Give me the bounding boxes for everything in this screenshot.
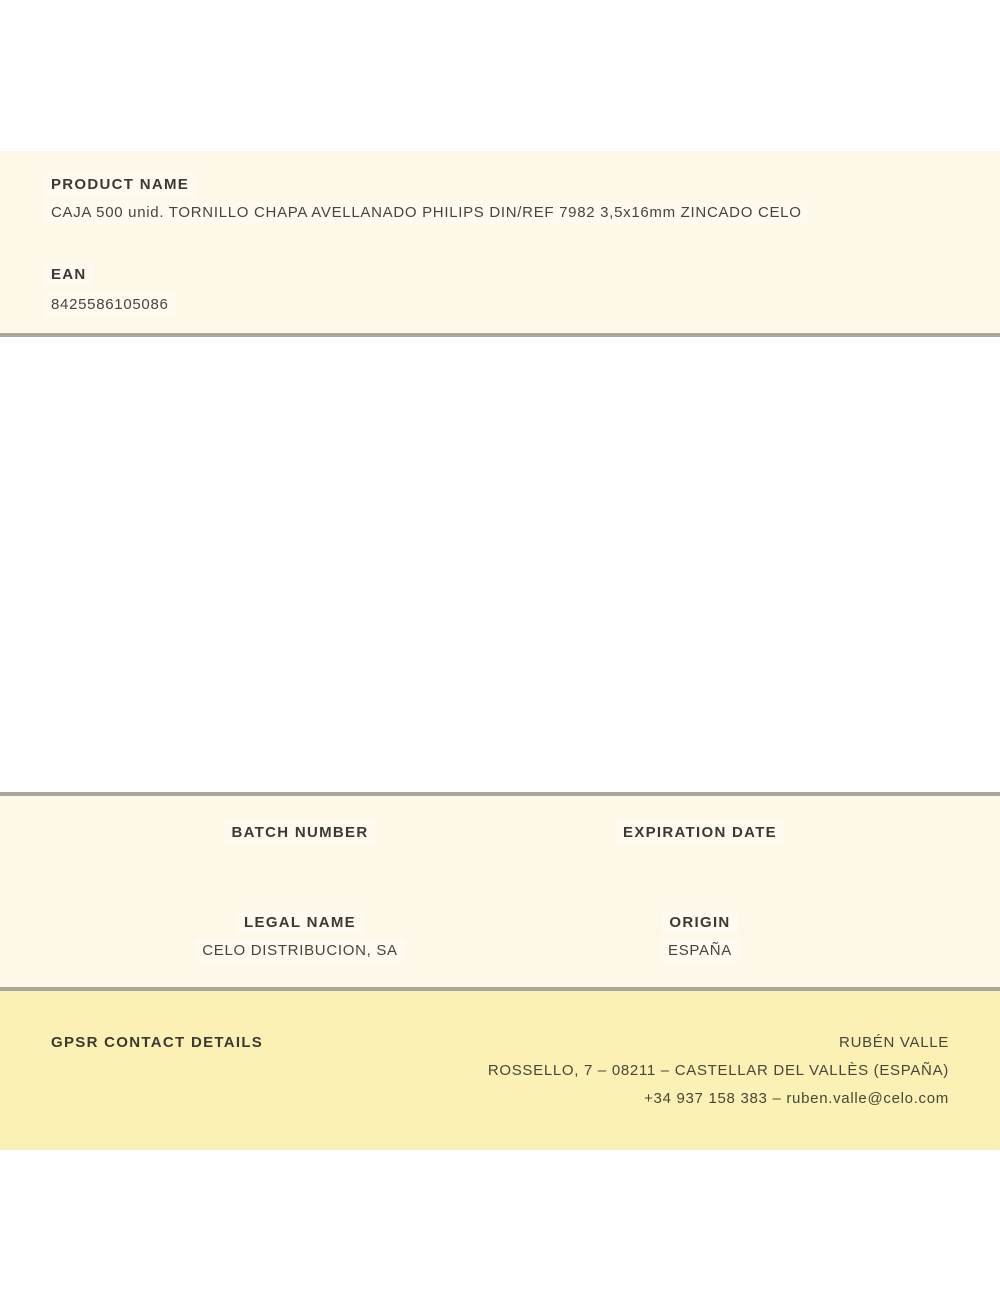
origin-label-text: ORIGIN bbox=[662, 911, 737, 934]
expiration-date-label-text: EXPIRATION DATE bbox=[616, 821, 784, 844]
legal-name-label bbox=[100, 914, 500, 931]
batch-number-label bbox=[100, 824, 500, 841]
gpsr-contact-phone-email: +34 937 158 383 – ruben.valle@celo.com bbox=[644, 1090, 949, 1107]
ean-label bbox=[51, 266, 87, 283]
legal-name-value-text: CELO DISTRIBUCION, SA bbox=[195, 939, 405, 962]
ean-label-text: EAN bbox=[44, 263, 94, 286]
product-name-label-text: PRODUCT NAME bbox=[44, 173, 196, 196]
gpsr-contact-block bbox=[488, 1029, 949, 1113]
batch-legal-section bbox=[0, 792, 1000, 991]
gpsr-contact-address: ROSSELLO, 7 – 08211 – CASTELLAR DEL VALLÈS (ESPAÑA) bbox=[487, 1062, 949, 1079]
origin-label bbox=[500, 914, 900, 931]
origin-value-text: ESPAÑA bbox=[661, 939, 739, 962]
legal-name-label-text: LEGAL NAME bbox=[237, 911, 363, 934]
batch-number-label-text: BATCH NUMBER bbox=[225, 821, 376, 844]
gpsr-section bbox=[0, 991, 1000, 1150]
expiration-date-label bbox=[500, 824, 900, 841]
product-section bbox=[0, 151, 1000, 337]
gpsr-contact-details-label bbox=[51, 1034, 263, 1051]
product-name-label bbox=[51, 176, 189, 193]
gpsr-contact-details-label-text: GPSR CONTACT DETAILS bbox=[51, 1034, 264, 1051]
product-name-value bbox=[51, 204, 802, 221]
product-name-value-text: CAJA 500 unid. TORNILLO CHAPA AVELLANADO PHILIPS DIN/REF 7982 3,5x16mm ZINCADO CELO bbox=[44, 201, 809, 224]
ean-value-text: 8425586105086 bbox=[44, 293, 176, 316]
legal-name-value bbox=[100, 942, 500, 959]
gpsr-contact-name: RUBÉN VALLE bbox=[839, 1034, 949, 1051]
ean-value bbox=[51, 296, 169, 313]
origin-value bbox=[500, 942, 900, 959]
